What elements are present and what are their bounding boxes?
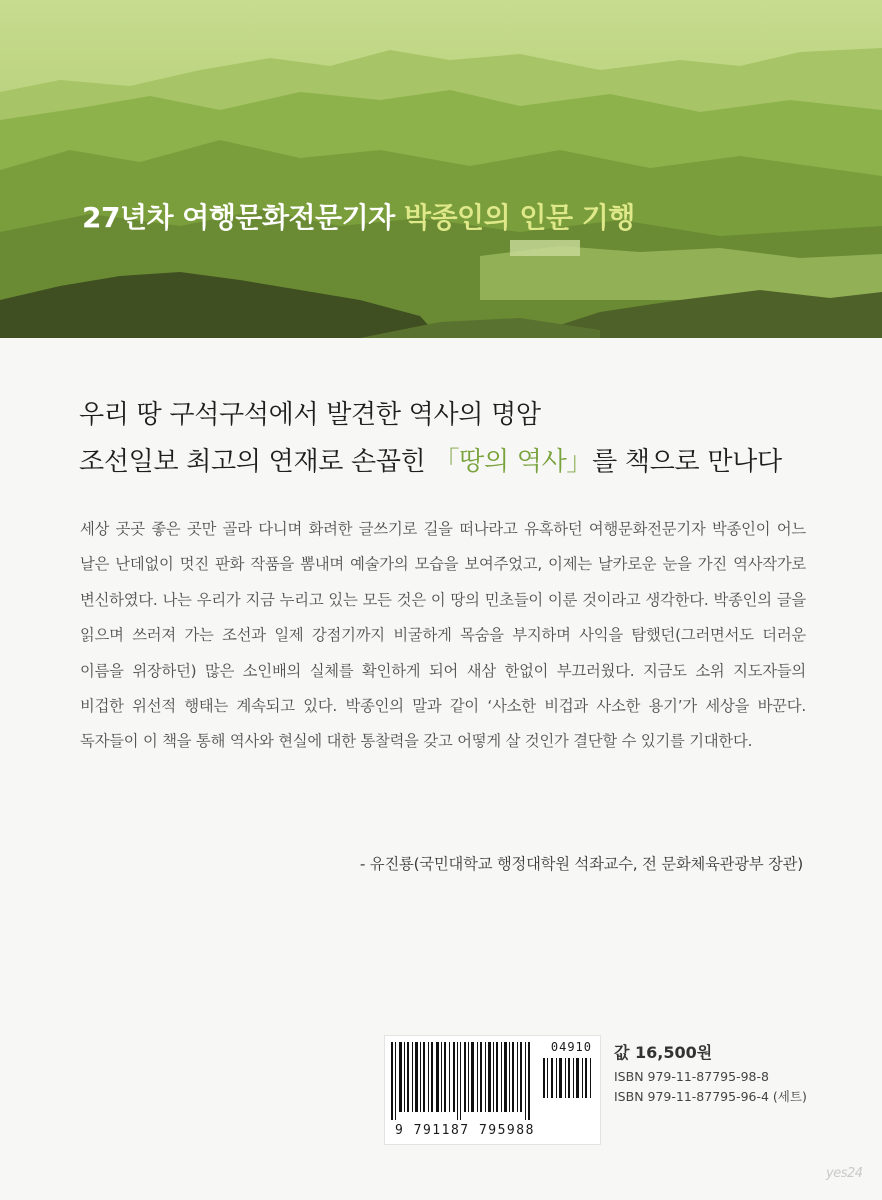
review-text: 세상 곳곳 좋은 곳만 골라 다니며 화려한 글쓰기로 길을 떠나라고 유혹하던 여행문화전문기자 박종인이 어느 날은 난데없이 멋진 판화 작품을 뽐내며 예술가의 모습을 보여주었고, 이제는 날카로운 눈을 가진 역사작가로 변신하였다. 나는 우리가 지금 누리고 있는 모든 것은 이 땅의 민초들이 이룬 것이라고 생각한다. 박종인의 글을 읽으며 쓰러져 가는 조선과 일제 강점기까지 비굴하게 목숨을 부지하며 사익을 탐했던(그러면서도 더러운 이름을 위장하던) 많은 소인배의 실체를 확인하게 되어 새삼 한없이 부끄러웠다. 지금도 소위 지도자들의 비겁한 위선적 행태는 계속되고 있다. 박종인의 말과 같이 ‘사소한 비겁과 사소한 용기’가 세상을 바꾼다. 독자들이 이 책을 통해 역사와 현실에 대한 통찰력을 갖고 어떻게 살 것인가 결단할 수 있기를 기대한다. <box>80 520 806 751</box>
isbn-set-number: ISBN 979-11-87795-96-4 (세트) <box>614 1089 807 1104</box>
tagline-series-title: 「땅의 역사」 <box>433 447 593 477</box>
headline-author-title: 27년차 여행문화전문기자 <box>82 201 395 234</box>
barcode-digits: 9 791187 795988 <box>395 1123 535 1138</box>
tagline-line-2-after: 를 책으로 만나다 <box>592 447 782 477</box>
review-attribution: - 유진룡(국민대학교 행정대학원 석좌교수, 전 문화체육관광부 장관) <box>359 855 803 873</box>
barcode-bars-icon <box>391 1042 541 1120</box>
barcode-add-on-code: 04910 <box>550 1040 592 1054</box>
tagline-line-1: 우리 땅 구석구석에서 발견한 역사의 명암 <box>79 400 541 430</box>
tagline-line-2 <box>79 439 839 486</box>
isbn-number: ISBN 979-11-87795-98-8 <box>614 1069 769 1084</box>
watermark-logo: yes24 <box>826 1166 863 1181</box>
isbn-barcode <box>384 1035 601 1145</box>
price-block <box>614 1040 807 1107</box>
tagline <box>79 392 839 486</box>
cover-headline <box>82 196 635 236</box>
addon-barcode-bars-icon <box>543 1058 593 1098</box>
headline-book-subtitle: 박종인의 인문 기행 <box>403 201 635 234</box>
mountain-landscape-illustration <box>0 0 882 338</box>
tagline-line-2-before: 조선일보 최고의 연재로 손꼽힌 <box>79 447 426 477</box>
cover-banner <box>0 0 882 338</box>
price-label: 값 16,500원 <box>614 1043 713 1062</box>
